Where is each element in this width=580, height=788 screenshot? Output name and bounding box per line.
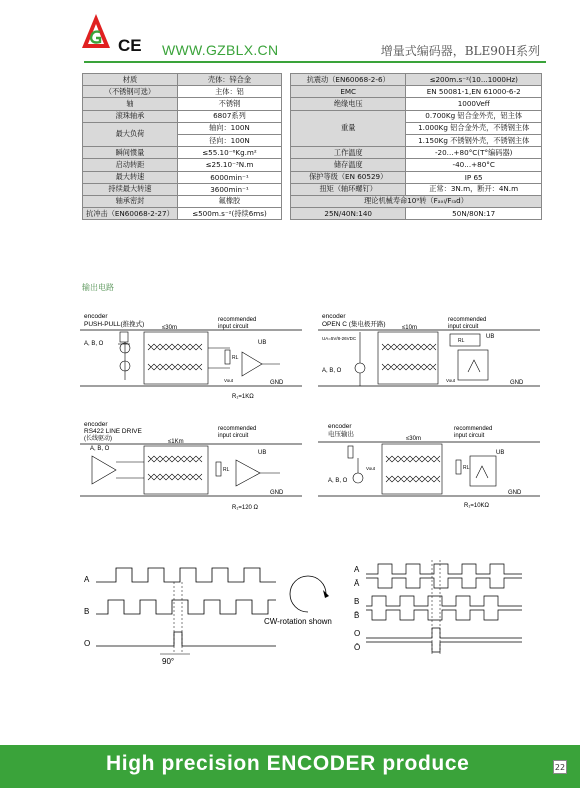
spec-row (291, 171, 542, 183)
circuit-type: OPEN C (集电极开路) (322, 321, 386, 328)
input-circuit-label: input circuit (218, 324, 249, 330)
spec-value: 壳体：锌合金 (177, 74, 281, 86)
spec-row (83, 195, 282, 207)
spec-value: -40...+80°C (406, 159, 542, 171)
recommended-label: recommended (448, 317, 487, 323)
website-url[interactable]: WWW.GZBLX.CN (162, 42, 279, 58)
series-title: 增量式编码器，BLE90H系列 (380, 44, 540, 58)
signal-label: A, B, O (322, 368, 342, 374)
circuit-label: encoder (322, 313, 346, 320)
cable-length: ≤30m (162, 325, 177, 331)
spec-row (291, 86, 542, 98)
spec-row (83, 74, 282, 86)
spec-label: 扭矩（轴环螺钉） (291, 183, 406, 195)
spec-label: 轴承密封 (83, 195, 178, 207)
vout-label: Vout (446, 378, 456, 383)
spec-row (83, 171, 282, 183)
vout-label: Vout (366, 466, 376, 471)
rotation-label: CW-rotation shown (264, 617, 332, 626)
recommended-label: recommended (218, 426, 257, 432)
ub-label: UB (258, 340, 267, 346)
resistor-value: R₁=1KΩ (232, 394, 254, 400)
input-circuit-label: input circuit (448, 324, 479, 330)
spec-value: 氟橡胶 (177, 195, 281, 207)
signal-label: A, B, O (90, 446, 110, 452)
signal-label: A, B, O (328, 478, 348, 484)
signal-b-bar-label: B̄ (354, 611, 360, 620)
spec-row (291, 98, 542, 110)
circuit-type-cn: (长线驱动) (84, 436, 112, 442)
signal-o-label: O (354, 629, 361, 638)
ub-label: UB (486, 334, 495, 340)
page-header (0, 0, 580, 64)
spec-label: 持续最大转速 (83, 183, 178, 195)
ub-label: UB (496, 450, 505, 456)
spec-value: 6807系列 (177, 110, 281, 122)
spec-row (83, 86, 282, 98)
gnd-label: GND (510, 380, 524, 386)
spec-label: 启动转距 (83, 159, 178, 171)
spec-value: 轴向：100N (177, 122, 281, 134)
spec-value: 50N/80N:17 (406, 208, 542, 220)
spec-row (83, 208, 282, 220)
circuit-label: encoder (84, 313, 108, 320)
spec-label: 25N/40N:140 (291, 208, 406, 220)
spec-label: （不锈钢可选） (83, 86, 178, 98)
spec-label: 储存温度 (291, 159, 406, 171)
recommended-label: recommended (454, 426, 493, 432)
timing-diagram-right (352, 560, 532, 660)
rotation-indicator (262, 566, 354, 630)
spec-value: ≤200m.s⁻²(10...1000Hz) (406, 74, 542, 86)
circuit-type: PUSH-PULL(推挽式) (84, 321, 145, 328)
spec-value: EN 50081-1,EN 61000-6-2 (406, 86, 542, 98)
footer-slogan: High precision ENCODER produce (106, 752, 470, 775)
signal-a-bar-label: Ā (354, 579, 360, 588)
spec-value: -20...+80°C(T°编码器) (406, 147, 542, 159)
spec-value: IP 65 (406, 171, 542, 183)
spec-value: ≤25.10⁻³N.m (177, 159, 281, 171)
spec-label: 工作温度 (291, 147, 406, 159)
circuit-label: encoder (84, 421, 108, 428)
spec-label: 抗震动（EN60068-2-6） (291, 74, 406, 86)
ce-mark: CE (118, 36, 142, 55)
cable-length: ≤1Km (168, 439, 184, 445)
circuit-open-collector (318, 310, 543, 406)
recommended-label: recommended (218, 317, 257, 323)
circuit-rs422-line-drive (80, 420, 305, 516)
gnd-label: GND (270, 490, 284, 496)
signal-b-label: B (84, 607, 90, 616)
supply-label: UA=5V/8-26VDC (322, 336, 357, 341)
signal-a-label: A (84, 575, 90, 584)
signal-o-bar-label: Ō (354, 643, 361, 652)
resistor-value: R₁=120 Ω (232, 505, 259, 511)
signal-label: A, B, O (84, 341, 104, 347)
circuit-type: 电压输出 (328, 431, 354, 438)
gnd-label: GND (270, 380, 284, 386)
spec-label: 轴 (83, 98, 178, 110)
spec-label: EMC (291, 86, 406, 98)
spec-value: 1000Veff (406, 98, 542, 110)
circuit-type: RS422 LINE DRIVE (84, 428, 142, 435)
rl-label: RL (232, 355, 239, 361)
circuit-label: encoder (328, 423, 352, 430)
spec-value: 1.000Kg 铝合金外壳，不锈钢主体 (406, 122, 542, 134)
spec-row (291, 195, 542, 207)
header-divider (84, 61, 546, 63)
rl-label: RL (463, 465, 470, 471)
spec-row (291, 183, 542, 195)
gnd-label: GND (508, 490, 522, 496)
spec-row (83, 122, 282, 134)
spec-table-right (290, 73, 542, 220)
spec-row (291, 147, 542, 159)
spec-row (83, 159, 282, 171)
cable-length: ≤10m (402, 325, 417, 331)
input-circuit-label: input circuit (454, 433, 485, 439)
signal-b-label: B (354, 597, 360, 606)
spec-label: 理论机械寿命10⁹转（Fₐₓₗ/Fᵣₐd） (291, 195, 542, 207)
page-number: 22 (553, 760, 567, 774)
spec-row (291, 74, 542, 86)
spec-label: 最大转速 (83, 171, 178, 183)
spec-row (83, 147, 282, 159)
spec-label: 最大负荷 (83, 122, 178, 146)
phase-label: 90° (162, 657, 175, 666)
spec-row (291, 208, 542, 220)
spec-table-left (82, 73, 282, 220)
rl-label: RL (223, 467, 230, 473)
signal-o-label: O (84, 639, 91, 648)
input-circuit-label: input circuit (218, 433, 249, 439)
spec-value: 径向：100N (177, 134, 281, 146)
spec-label: 瞬间惯量 (83, 147, 178, 159)
spec-value: ≤500m.s⁻²(持续6ms) (177, 208, 281, 220)
section-title: 输出电路 (82, 283, 114, 292)
rotation-arrow-icon (290, 576, 326, 612)
signal-a-label: A (354, 565, 360, 574)
spec-row (83, 98, 282, 110)
circuit-voltage-output (318, 420, 543, 516)
spec-value: 主体：铝 (177, 86, 281, 98)
cable-length: ≤30m (406, 436, 421, 442)
spec-label: 材质 (83, 74, 178, 86)
spec-value: 正常：3N.m，断开：4N.m (406, 183, 542, 195)
circuit-push-pull (80, 310, 305, 406)
spec-value: ≤55.10⁻⁶Kg.m² (177, 147, 281, 159)
company-logo-icon (80, 12, 112, 52)
spec-label: 重量 (291, 110, 406, 147)
spec-label: 抗冲击（EN60068-2-27） (83, 208, 178, 220)
spec-label: 绝缘电压 (291, 98, 406, 110)
timing-diagram-left (80, 560, 280, 670)
spec-value: 不锈钢 (177, 98, 281, 110)
vout-label: Vout (224, 378, 234, 383)
spec-value: 3600min⁻¹ (177, 183, 281, 195)
spec-label: 滚珠轴承 (83, 110, 178, 122)
spec-row (291, 110, 542, 122)
spec-value: 6000min⁻¹ (177, 171, 281, 183)
ub-label: UB (258, 450, 267, 456)
spec-value: 1.150Kg 不锈钢外壳，不锈钢主体 (406, 134, 542, 146)
spec-row (291, 159, 542, 171)
resistor-value: R₁=10KΩ (464, 503, 490, 509)
spec-row (83, 110, 282, 122)
rl-label: RL (458, 338, 465, 344)
spec-value: 0.700Kg 铝合金外壳，铝主体 (406, 110, 542, 122)
spec-label: 保护等级（EN 60529） (291, 171, 406, 183)
spec-row (83, 183, 282, 195)
